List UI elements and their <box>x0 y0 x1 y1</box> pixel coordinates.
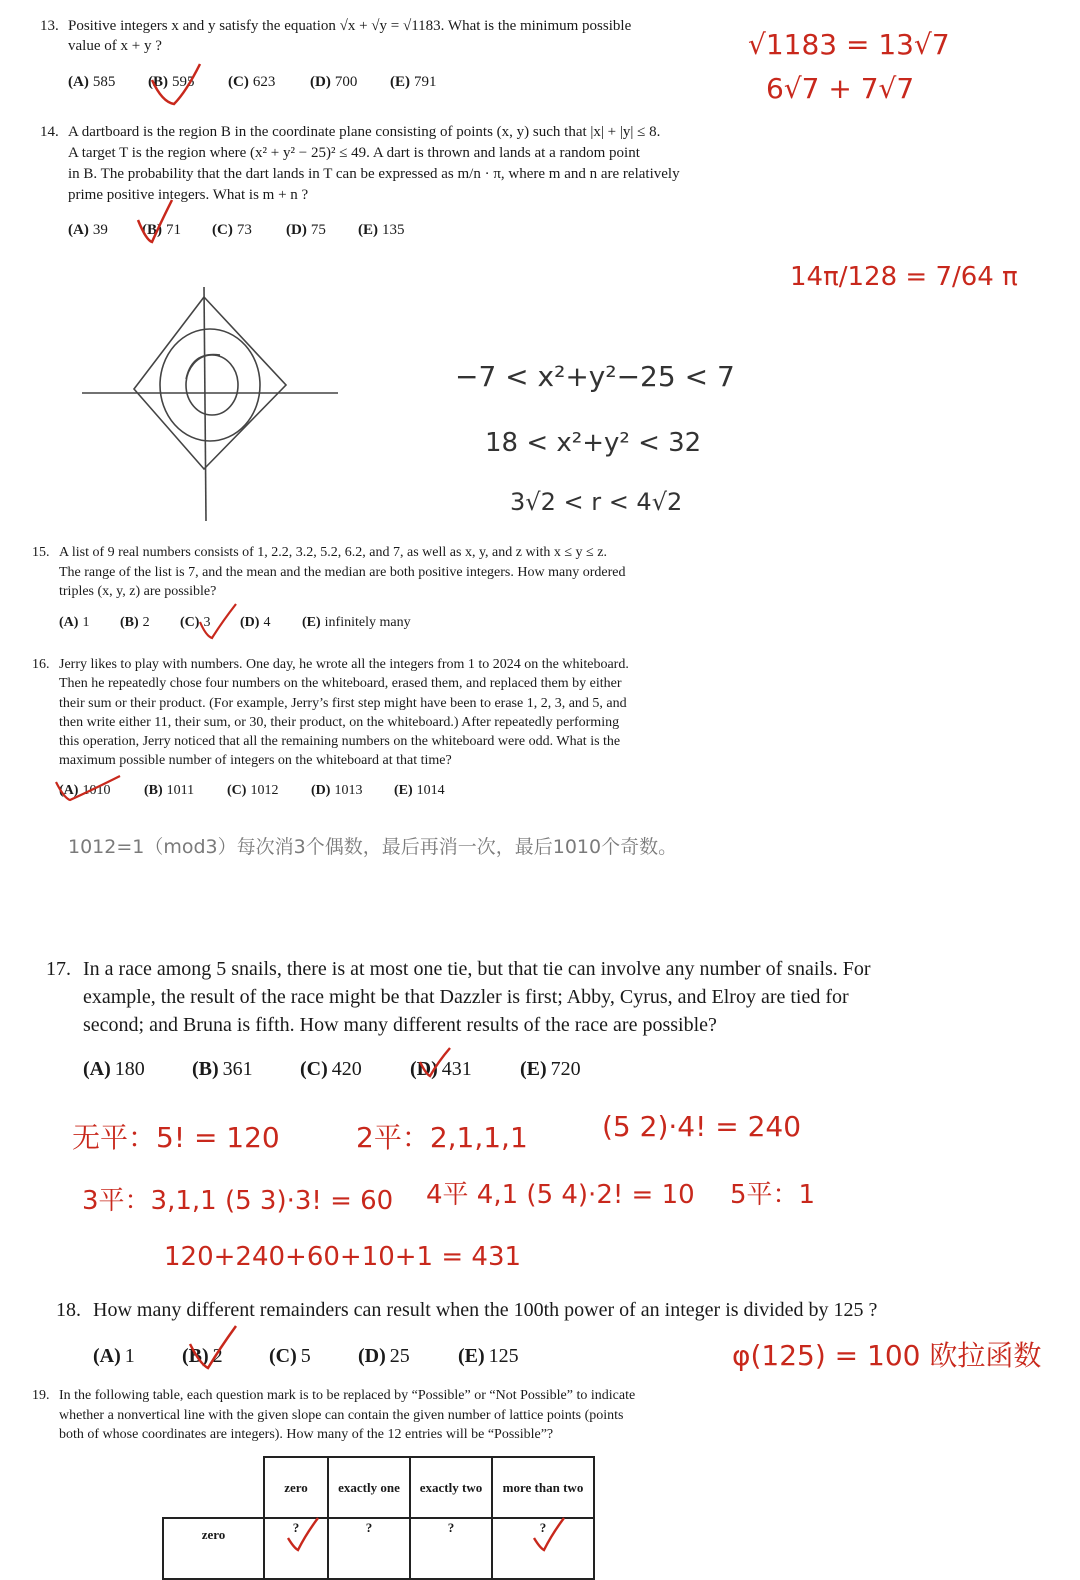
question-number: 18. <box>56 1299 81 1321</box>
table-cell[interactable]: ? <box>492 1518 594 1579</box>
choice-a[interactable]: (A) 1 <box>93 1345 135 1367</box>
stem-line: triples (x, y, z) are possible? <box>59 584 217 599</box>
stem-line: their sum or their product. (For example, Jerry’s first step might have been to erase 1, 2, 3, and 5, and <box>59 695 627 711</box>
stem-line: A target T is the region where (x² + y² − 25)² ≤ 49. A dart is thrown and lands at a random point <box>68 145 640 161</box>
handwritten-note: 5平：1 <box>730 1180 816 1210</box>
question-stem <box>59 1386 635 1445</box>
question-17 <box>46 955 986 1095</box>
choice-a[interactable]: (A) 1 <box>59 615 90 630</box>
dartboard-sketch <box>80 285 340 525</box>
question-number: 14. <box>40 124 59 140</box>
question-stem <box>93 1296 877 1324</box>
stem-line: this operation, Jerry noticed that all the remaining numbers on the whiteboard were odd. What is the <box>59 734 621 750</box>
choice-c[interactable]: (C) 73 <box>212 222 252 238</box>
handwritten-note: 120+240+60+10+1 = 431 <box>164 1242 522 1272</box>
stem-line: Then he repeatedly chose four numbers on the whiteboard, erased them, and replaced them by either <box>59 676 622 692</box>
choice-a[interactable]: (A) 180 <box>83 1058 145 1080</box>
table-cell[interactable]: ? <box>328 1518 410 1579</box>
choice-c[interactable]: (C) 5 <box>269 1345 311 1367</box>
solution-note: 1012=1（mod3）每次消3个偶数，最后再消一次，最后1010个奇数。 <box>68 836 678 858</box>
handwritten-note: √1183 = 13√7 <box>748 28 950 61</box>
question-number: 17. <box>46 958 71 980</box>
choice-e[interactable]: (E) 1014 <box>394 783 445 798</box>
question-stem <box>59 543 625 602</box>
question-19 <box>32 1386 712 1450</box>
question-stem <box>59 655 629 771</box>
choice-c[interactable]: (C) 1012 <box>227 783 279 798</box>
choice-e[interactable]: (E) 125 <box>458 1345 519 1367</box>
stem-line: The range of the list is 7, and the mean and the median are both positive integers. How many ordered <box>59 564 626 580</box>
handwritten-note: −7 < x²+y²−25 < 7 <box>455 360 735 393</box>
choice-b[interactable]: (B) 2 <box>182 1345 223 1367</box>
lattice-table <box>162 1456 595 1580</box>
stem-line: both of whose coordinates are integers). How many of the 12 entries will be “Possible”? <box>59 1427 554 1442</box>
question-stem <box>68 122 680 206</box>
question-15 <box>32 543 712 643</box>
table-header: more than two <box>492 1457 594 1518</box>
question-14 <box>40 122 740 252</box>
stem-line: whether a nonvertical line with the given slope can contain the given number of lattice points (points <box>59 1407 624 1423</box>
stem-line: Jerry likes to play with numbers. One day, he wrote all the integers from 1 to 2024 on the whiteboard. <box>59 657 629 672</box>
choice-a[interactable]: (A) 585 <box>68 74 116 90</box>
choice-e[interactable]: (E) 135 <box>358 222 405 238</box>
question-number: 13. <box>40 18 59 34</box>
table-cell[interactable]: ? <box>264 1518 328 1579</box>
stem-line: example, the result of the race might be that Dazzler is first; Abby, Cyrus, and Elroy are tied for <box>83 986 849 1008</box>
handwritten-note: 6√7 + 7√7 <box>766 72 915 105</box>
choice-d[interactable]: (D) 4 <box>240 615 271 630</box>
choice-e[interactable]: (E) 720 <box>520 1058 581 1080</box>
choice-a[interactable]: (A) 1010 <box>59 783 111 798</box>
stem-line: A dartboard is the region B in the coordinate plane consisting of points (x, y) such that |x| + |y| ≤ 8. <box>68 124 661 140</box>
choice-c[interactable]: (C) 623 <box>228 74 276 90</box>
choice-b[interactable]: (B) 2 <box>120 615 150 630</box>
question-stem <box>68 16 631 56</box>
table-corner <box>163 1457 264 1518</box>
choice-a[interactable]: (A) 39 <box>68 222 108 238</box>
stem-line: Positive integers x and y satisfy the equation √x + √y = √1183. What is the minimum possible <box>68 18 632 34</box>
question-number: 15. <box>32 545 50 560</box>
stem-line: How many different remainders can result when the 100th power of an integer is divided by 125 ? <box>93 1299 878 1321</box>
choice-d[interactable]: (D) 25 <box>358 1345 410 1367</box>
handwritten-note: 3√2 < r < 4√2 <box>510 488 683 516</box>
table-header: exactly one <box>328 1457 410 1518</box>
handwritten-note: 4平 4,1 (5 4)·2! = 10 <box>426 1180 695 1210</box>
table-cell[interactable]: ? <box>410 1518 492 1579</box>
choice-e[interactable]: (E) 791 <box>390 74 437 90</box>
handwritten-note: 无平：5! = 120 <box>72 1121 280 1154</box>
question-number: 16. <box>32 657 50 672</box>
choice-b[interactable]: (B) 595 <box>148 74 195 90</box>
question-16 <box>32 655 712 805</box>
table-header: zero <box>264 1457 328 1518</box>
choice-d[interactable]: (D) 75 <box>286 222 326 238</box>
handwritten-note: 2平：2,1,1,1 <box>356 1121 528 1154</box>
stem-line: In a race among 5 snails, there is at most one tie, but that tie can involve any number of snails. For <box>83 958 871 980</box>
handwritten-note: 14π/128 = 7/64 π <box>790 262 1018 292</box>
choice-c[interactable]: (C) 3 <box>180 615 211 630</box>
row-label: zero <box>163 1518 264 1579</box>
stem-line: then write either 11, their sum, or 30, their product, on the whiteboard.) After repeatedly performing <box>59 714 620 730</box>
choice-e[interactable]: (E) infinitely many <box>302 615 411 630</box>
table-header: exactly two <box>410 1457 492 1518</box>
question-number: 19. <box>32 1388 50 1403</box>
choice-c[interactable]: (C) 420 <box>300 1058 362 1080</box>
stem-line: prime positive integers. What is m + n ? <box>68 187 309 203</box>
stem-line: In the following table, each question mark is to be replaced by “Possible” or “Not Possible” to indicate <box>59 1388 636 1403</box>
handwritten-note: (5 2)·4! = 240 <box>602 1110 802 1143</box>
choice-b[interactable]: (B) 361 <box>192 1058 253 1080</box>
handwritten-note: 3平：3,1,1 (5 3)·3! = 60 <box>82 1186 394 1216</box>
choice-d[interactable]: (D) 431 <box>410 1058 472 1080</box>
stem-line: A list of 9 real numbers consists of 1, 2.2, 3.2, 5.2, 6.2, and 7, as well as x, y, and z with x ≤ y ≤ z. <box>59 545 607 560</box>
choice-b[interactable]: (B) 71 <box>142 222 181 238</box>
stem-line: maximum possible number of integers on the whiteboard at that time? <box>59 753 452 769</box>
handwritten-note: φ(125) = 100 欧拉函数 <box>732 1339 1042 1372</box>
choice-b[interactable]: (B) 1011 <box>144 783 195 798</box>
stem-line: value of x + y ? <box>68 38 162 54</box>
handwritten-note: 18 < x²+y² < 32 <box>485 428 702 458</box>
stem-line: second; and Bruna is fifth. How many different results of the race are possible? <box>83 1014 717 1036</box>
question-13 <box>40 16 740 126</box>
choice-d[interactable]: (D) 700 <box>310 74 358 90</box>
choice-d[interactable]: (D) 1013 <box>311 783 363 798</box>
stem-line: in B. The probability that the dart lands in T can be expressed as m/n · π, where m and n are relatively <box>68 166 680 182</box>
question-stem <box>83 955 871 1039</box>
